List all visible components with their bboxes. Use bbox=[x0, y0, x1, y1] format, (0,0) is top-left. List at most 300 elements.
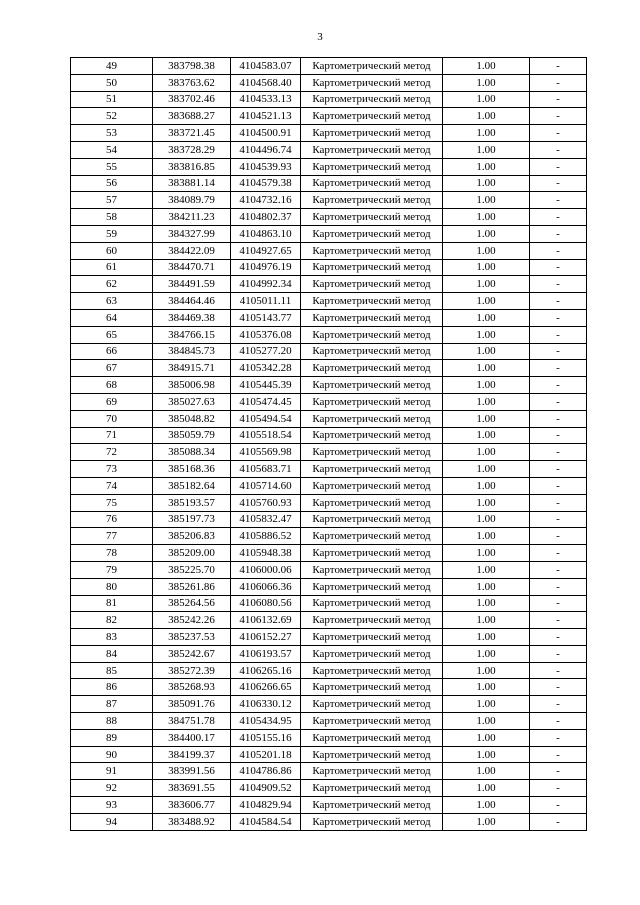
description-cell: - bbox=[530, 225, 587, 242]
table-row bbox=[71, 276, 587, 293]
y-coordinate-cell: 4106000.06 bbox=[231, 561, 301, 578]
description-cell: - bbox=[530, 175, 587, 192]
point-number-cell: 92 bbox=[71, 780, 153, 797]
point-number-cell: 74 bbox=[71, 477, 153, 494]
y-coordinate-cell: 4106193.57 bbox=[231, 645, 301, 662]
point-number-cell: 73 bbox=[71, 461, 153, 478]
table-row bbox=[71, 763, 587, 780]
accuracy-cell: 1.00 bbox=[443, 595, 530, 612]
y-coordinate-cell: 4104568.40 bbox=[231, 74, 301, 91]
accuracy-cell: 1.00 bbox=[443, 427, 530, 444]
table-row bbox=[71, 780, 587, 797]
point-number-cell: 49 bbox=[71, 58, 153, 75]
table-row bbox=[71, 528, 587, 545]
x-coordinate-cell: 385197.73 bbox=[153, 511, 231, 528]
method-cell: Картометрический метод bbox=[301, 612, 443, 629]
description-cell: - bbox=[530, 242, 587, 259]
table-row bbox=[71, 410, 587, 427]
x-coordinate-cell: 383606.77 bbox=[153, 797, 231, 814]
description-cell: - bbox=[530, 141, 587, 158]
method-cell: Картометрический метод bbox=[301, 377, 443, 394]
point-number-cell: 56 bbox=[71, 175, 153, 192]
accuracy-cell: 1.00 bbox=[443, 125, 530, 142]
method-cell: Картометрический метод bbox=[301, 679, 443, 696]
table-row bbox=[71, 444, 587, 461]
accuracy-cell: 1.00 bbox=[443, 780, 530, 797]
description-cell: - bbox=[530, 729, 587, 746]
point-number-cell: 60 bbox=[71, 242, 153, 259]
description-cell: - bbox=[530, 494, 587, 511]
y-coordinate-cell: 4105445.39 bbox=[231, 377, 301, 394]
x-coordinate-cell: 384422.09 bbox=[153, 242, 231, 259]
description-cell: - bbox=[530, 58, 587, 75]
table-row bbox=[71, 645, 587, 662]
accuracy-cell: 1.00 bbox=[443, 645, 530, 662]
description-cell: - bbox=[530, 763, 587, 780]
description-cell: - bbox=[530, 427, 587, 444]
point-number-cell: 69 bbox=[71, 393, 153, 410]
method-cell: Картометрический метод bbox=[301, 225, 443, 242]
method-cell: Картометрический метод bbox=[301, 410, 443, 427]
x-coordinate-cell: 385237.53 bbox=[153, 629, 231, 646]
table-row bbox=[71, 545, 587, 562]
method-cell: Картометрический метод bbox=[301, 158, 443, 175]
x-coordinate-cell: 385048.82 bbox=[153, 410, 231, 427]
table-row bbox=[71, 494, 587, 511]
x-coordinate-cell: 384469.38 bbox=[153, 309, 231, 326]
point-number-cell: 51 bbox=[71, 91, 153, 108]
y-coordinate-cell: 4105714.60 bbox=[231, 477, 301, 494]
x-coordinate-cell: 385182.64 bbox=[153, 477, 231, 494]
description-cell: - bbox=[530, 209, 587, 226]
point-number-cell: 93 bbox=[71, 797, 153, 814]
x-coordinate-cell: 385206.83 bbox=[153, 528, 231, 545]
accuracy-cell: 1.00 bbox=[443, 74, 530, 91]
accuracy-cell: 1.00 bbox=[443, 309, 530, 326]
y-coordinate-cell: 4104802.37 bbox=[231, 209, 301, 226]
method-cell: Картометрический метод bbox=[301, 545, 443, 562]
description-cell: - bbox=[530, 612, 587, 629]
point-number-cell: 53 bbox=[71, 125, 153, 142]
method-cell: Картометрический метод bbox=[301, 108, 443, 125]
point-number-cell: 91 bbox=[71, 763, 153, 780]
method-cell: Картометрический метод bbox=[301, 209, 443, 226]
x-coordinate-cell: 384845.73 bbox=[153, 343, 231, 360]
accuracy-cell: 1.00 bbox=[443, 494, 530, 511]
x-coordinate-cell: 385006.98 bbox=[153, 377, 231, 394]
method-cell: Картометрический метод bbox=[301, 326, 443, 343]
y-coordinate-cell: 4106265.16 bbox=[231, 662, 301, 679]
x-coordinate-cell: 383691.55 bbox=[153, 780, 231, 797]
accuracy-cell: 1.00 bbox=[443, 461, 530, 478]
y-coordinate-cell: 4105376.08 bbox=[231, 326, 301, 343]
description-cell: - bbox=[530, 528, 587, 545]
y-coordinate-cell: 4105011.11 bbox=[231, 293, 301, 310]
description-cell: - bbox=[530, 125, 587, 142]
point-number-cell: 57 bbox=[71, 192, 153, 209]
x-coordinate-cell: 384400.17 bbox=[153, 729, 231, 746]
y-coordinate-cell: 4105277.20 bbox=[231, 343, 301, 360]
table-row bbox=[71, 477, 587, 494]
accuracy-cell: 1.00 bbox=[443, 293, 530, 310]
description-cell: - bbox=[530, 343, 587, 360]
method-cell: Картометрический метод bbox=[301, 58, 443, 75]
x-coordinate-cell: 383702.46 bbox=[153, 91, 231, 108]
method-cell: Картометрический метод bbox=[301, 595, 443, 612]
table-row bbox=[71, 108, 587, 125]
description-cell: - bbox=[530, 797, 587, 814]
method-cell: Картометрический метод bbox=[301, 293, 443, 310]
description-cell: - bbox=[530, 545, 587, 562]
method-cell: Картометрический метод bbox=[301, 427, 443, 444]
point-number-cell: 76 bbox=[71, 511, 153, 528]
x-coordinate-cell: 383728.29 bbox=[153, 141, 231, 158]
description-cell: - bbox=[530, 746, 587, 763]
accuracy-cell: 1.00 bbox=[443, 813, 530, 830]
accuracy-cell: 1.00 bbox=[443, 797, 530, 814]
method-cell: Картометрический метод bbox=[301, 125, 443, 142]
x-coordinate-cell: 385268.93 bbox=[153, 679, 231, 696]
x-coordinate-cell: 383488.92 bbox=[153, 813, 231, 830]
accuracy-cell: 1.00 bbox=[443, 729, 530, 746]
point-number-cell: 75 bbox=[71, 494, 153, 511]
table-row bbox=[71, 91, 587, 108]
description-cell: - bbox=[530, 410, 587, 427]
accuracy-cell: 1.00 bbox=[443, 192, 530, 209]
point-number-cell: 88 bbox=[71, 713, 153, 730]
method-cell: Картометрический метод bbox=[301, 494, 443, 511]
method-cell: Картометрический метод bbox=[301, 629, 443, 646]
y-coordinate-cell: 4105155.16 bbox=[231, 729, 301, 746]
description-cell: - bbox=[530, 259, 587, 276]
accuracy-cell: 1.00 bbox=[443, 259, 530, 276]
method-cell: Картометрический метод bbox=[301, 780, 443, 797]
accuracy-cell: 1.00 bbox=[443, 377, 530, 394]
table-row bbox=[71, 360, 587, 377]
y-coordinate-cell: 4104583.07 bbox=[231, 58, 301, 75]
description-cell: - bbox=[530, 780, 587, 797]
y-coordinate-cell: 4106330.12 bbox=[231, 696, 301, 713]
point-number-cell: 55 bbox=[71, 158, 153, 175]
point-number-cell: 90 bbox=[71, 746, 153, 763]
x-coordinate-cell: 384766.15 bbox=[153, 326, 231, 343]
x-coordinate-cell: 385272.39 bbox=[153, 662, 231, 679]
x-coordinate-cell: 385088.34 bbox=[153, 444, 231, 461]
table-row bbox=[71, 729, 587, 746]
description-cell: - bbox=[530, 192, 587, 209]
y-coordinate-cell: 4104863.10 bbox=[231, 225, 301, 242]
x-coordinate-cell: 383688.27 bbox=[153, 108, 231, 125]
coordinates-table bbox=[70, 57, 587, 831]
x-coordinate-cell: 383798.38 bbox=[153, 58, 231, 75]
accuracy-cell: 1.00 bbox=[443, 225, 530, 242]
table-row bbox=[71, 259, 587, 276]
accuracy-cell: 1.00 bbox=[443, 696, 530, 713]
description-cell: - bbox=[530, 309, 587, 326]
y-coordinate-cell: 4106152.27 bbox=[231, 629, 301, 646]
point-number-cell: 61 bbox=[71, 259, 153, 276]
x-coordinate-cell: 385168.36 bbox=[153, 461, 231, 478]
method-cell: Картометрический метод bbox=[301, 662, 443, 679]
x-coordinate-cell: 385242.26 bbox=[153, 612, 231, 629]
method-cell: Картометрический метод bbox=[301, 578, 443, 595]
accuracy-cell: 1.00 bbox=[443, 58, 530, 75]
accuracy-cell: 1.00 bbox=[443, 713, 530, 730]
table-row bbox=[71, 74, 587, 91]
y-coordinate-cell: 4104732.16 bbox=[231, 192, 301, 209]
accuracy-cell: 1.00 bbox=[443, 545, 530, 562]
table-row bbox=[71, 461, 587, 478]
table-row bbox=[71, 511, 587, 528]
table-row bbox=[71, 125, 587, 142]
y-coordinate-cell: 4104579.38 bbox=[231, 175, 301, 192]
point-number-cell: 94 bbox=[71, 813, 153, 830]
table-row bbox=[71, 696, 587, 713]
y-coordinate-cell: 4105494.54 bbox=[231, 410, 301, 427]
description-cell: - bbox=[530, 578, 587, 595]
y-coordinate-cell: 4106080.56 bbox=[231, 595, 301, 612]
table-row bbox=[71, 158, 587, 175]
point-number-cell: 65 bbox=[71, 326, 153, 343]
point-number-cell: 66 bbox=[71, 343, 153, 360]
description-cell: - bbox=[530, 293, 587, 310]
table-row bbox=[71, 612, 587, 629]
description-cell: - bbox=[530, 561, 587, 578]
x-coordinate-cell: 384327.99 bbox=[153, 225, 231, 242]
accuracy-cell: 1.00 bbox=[443, 242, 530, 259]
table-row bbox=[71, 293, 587, 310]
y-coordinate-cell: 4105886.52 bbox=[231, 528, 301, 545]
accuracy-cell: 1.00 bbox=[443, 276, 530, 293]
y-coordinate-cell: 4104500.91 bbox=[231, 125, 301, 142]
table-row bbox=[71, 343, 587, 360]
accuracy-cell: 1.00 bbox=[443, 561, 530, 578]
y-coordinate-cell: 4105948.38 bbox=[231, 545, 301, 562]
x-coordinate-cell: 385264.56 bbox=[153, 595, 231, 612]
description-cell: - bbox=[530, 276, 587, 293]
x-coordinate-cell: 385225.70 bbox=[153, 561, 231, 578]
x-coordinate-cell: 385091.76 bbox=[153, 696, 231, 713]
description-cell: - bbox=[530, 813, 587, 830]
point-number-cell: 50 bbox=[71, 74, 153, 91]
x-coordinate-cell: 384464.46 bbox=[153, 293, 231, 310]
description-cell: - bbox=[530, 326, 587, 343]
point-number-cell: 58 bbox=[71, 209, 153, 226]
point-number-cell: 87 bbox=[71, 696, 153, 713]
point-number-cell: 62 bbox=[71, 276, 153, 293]
y-coordinate-cell: 4105342.28 bbox=[231, 360, 301, 377]
accuracy-cell: 1.00 bbox=[443, 763, 530, 780]
point-number-cell: 82 bbox=[71, 612, 153, 629]
y-coordinate-cell: 4105201.18 bbox=[231, 746, 301, 763]
description-cell: - bbox=[530, 461, 587, 478]
y-coordinate-cell: 4105434.95 bbox=[231, 713, 301, 730]
point-number-cell: 52 bbox=[71, 108, 153, 125]
method-cell: Картометрический метод bbox=[301, 276, 443, 293]
table-row bbox=[71, 713, 587, 730]
method-cell: Картометрический метод bbox=[301, 763, 443, 780]
y-coordinate-cell: 4104533.13 bbox=[231, 91, 301, 108]
page-number: 3 bbox=[317, 31, 323, 43]
accuracy-cell: 1.00 bbox=[443, 108, 530, 125]
method-cell: Картометрический метод bbox=[301, 393, 443, 410]
accuracy-cell: 1.00 bbox=[443, 629, 530, 646]
method-cell: Картометрический метод bbox=[301, 461, 443, 478]
point-number-cell: 78 bbox=[71, 545, 153, 562]
accuracy-cell: 1.00 bbox=[443, 141, 530, 158]
method-cell: Картометрический метод bbox=[301, 192, 443, 209]
method-cell: Картометрический метод bbox=[301, 746, 443, 763]
method-cell: Картометрический метод bbox=[301, 528, 443, 545]
x-coordinate-cell: 383991.56 bbox=[153, 763, 231, 780]
description-cell: - bbox=[530, 645, 587, 662]
description-cell: - bbox=[530, 511, 587, 528]
x-coordinate-cell: 385059.79 bbox=[153, 427, 231, 444]
description-cell: - bbox=[530, 360, 587, 377]
method-cell: Картометрический метод bbox=[301, 713, 443, 730]
accuracy-cell: 1.00 bbox=[443, 528, 530, 545]
point-number-cell: 70 bbox=[71, 410, 153, 427]
method-cell: Картометрический метод bbox=[301, 74, 443, 91]
method-cell: Картометрический метод bbox=[301, 696, 443, 713]
x-coordinate-cell: 384470.71 bbox=[153, 259, 231, 276]
point-number-cell: 80 bbox=[71, 578, 153, 595]
point-number-cell: 68 bbox=[71, 377, 153, 394]
point-number-cell: 54 bbox=[71, 141, 153, 158]
y-coordinate-cell: 4104496.74 bbox=[231, 141, 301, 158]
y-coordinate-cell: 4106066.36 bbox=[231, 578, 301, 595]
method-cell: Картометрический метод bbox=[301, 797, 443, 814]
description-cell: - bbox=[530, 393, 587, 410]
method-cell: Картометрический метод bbox=[301, 309, 443, 326]
point-number-cell: 64 bbox=[71, 309, 153, 326]
method-cell: Картометрический метод bbox=[301, 242, 443, 259]
accuracy-cell: 1.00 bbox=[443, 209, 530, 226]
y-coordinate-cell: 4104992.34 bbox=[231, 276, 301, 293]
table-row bbox=[71, 309, 587, 326]
y-coordinate-cell: 4104786.86 bbox=[231, 763, 301, 780]
y-coordinate-cell: 4105143.77 bbox=[231, 309, 301, 326]
accuracy-cell: 1.00 bbox=[443, 91, 530, 108]
y-coordinate-cell: 4105683.71 bbox=[231, 461, 301, 478]
description-cell: - bbox=[530, 696, 587, 713]
y-coordinate-cell: 4106132.69 bbox=[231, 612, 301, 629]
accuracy-cell: 1.00 bbox=[443, 612, 530, 629]
point-number-cell: 84 bbox=[71, 645, 153, 662]
x-coordinate-cell: 384199.37 bbox=[153, 746, 231, 763]
x-coordinate-cell: 384751.78 bbox=[153, 713, 231, 730]
description-cell: - bbox=[530, 662, 587, 679]
x-coordinate-cell: 383721.45 bbox=[153, 125, 231, 142]
description-cell: - bbox=[530, 108, 587, 125]
y-coordinate-cell: 4104909.52 bbox=[231, 780, 301, 797]
table-row bbox=[71, 746, 587, 763]
description-cell: - bbox=[530, 377, 587, 394]
x-coordinate-cell: 383763.62 bbox=[153, 74, 231, 91]
y-coordinate-cell: 4104521.13 bbox=[231, 108, 301, 125]
table-row bbox=[71, 209, 587, 226]
table-row bbox=[71, 326, 587, 343]
x-coordinate-cell: 385261.86 bbox=[153, 578, 231, 595]
description-cell: - bbox=[530, 477, 587, 494]
accuracy-cell: 1.00 bbox=[443, 477, 530, 494]
method-cell: Картометрический метод bbox=[301, 511, 443, 528]
table-row bbox=[71, 141, 587, 158]
y-coordinate-cell: 4104976.19 bbox=[231, 259, 301, 276]
method-cell: Картометрический метод bbox=[301, 477, 443, 494]
x-coordinate-cell: 384491.59 bbox=[153, 276, 231, 293]
point-number-cell: 72 bbox=[71, 444, 153, 461]
coordinates-table-body bbox=[71, 58, 587, 831]
table-row bbox=[71, 662, 587, 679]
table-row bbox=[71, 578, 587, 595]
x-coordinate-cell: 384915.71 bbox=[153, 360, 231, 377]
table-row bbox=[71, 813, 587, 830]
table-row bbox=[71, 595, 587, 612]
table-row bbox=[71, 679, 587, 696]
method-cell: Картометрический метод bbox=[301, 561, 443, 578]
description-cell: - bbox=[530, 444, 587, 461]
table-row bbox=[71, 192, 587, 209]
accuracy-cell: 1.00 bbox=[443, 393, 530, 410]
description-cell: - bbox=[530, 679, 587, 696]
description-cell: - bbox=[530, 158, 587, 175]
point-number-cell: 59 bbox=[71, 225, 153, 242]
method-cell: Картометрический метод bbox=[301, 729, 443, 746]
accuracy-cell: 1.00 bbox=[443, 326, 530, 343]
table-row bbox=[71, 225, 587, 242]
y-coordinate-cell: 4104539.93 bbox=[231, 158, 301, 175]
point-number-cell: 77 bbox=[71, 528, 153, 545]
method-cell: Картометрический метод bbox=[301, 343, 443, 360]
accuracy-cell: 1.00 bbox=[443, 175, 530, 192]
x-coordinate-cell: 384089.79 bbox=[153, 192, 231, 209]
y-coordinate-cell: 4105474.45 bbox=[231, 393, 301, 410]
table-row bbox=[71, 175, 587, 192]
point-number-cell: 71 bbox=[71, 427, 153, 444]
method-cell: Картометрический метод bbox=[301, 141, 443, 158]
x-coordinate-cell: 385242.67 bbox=[153, 645, 231, 662]
accuracy-cell: 1.00 bbox=[443, 410, 530, 427]
method-cell: Картометрический метод bbox=[301, 813, 443, 830]
point-number-cell: 85 bbox=[71, 662, 153, 679]
x-coordinate-cell: 385027.63 bbox=[153, 393, 231, 410]
accuracy-cell: 1.00 bbox=[443, 679, 530, 696]
accuracy-cell: 1.00 bbox=[443, 578, 530, 595]
point-number-cell: 81 bbox=[71, 595, 153, 612]
point-number-cell: 83 bbox=[71, 629, 153, 646]
method-cell: Картометрический метод bbox=[301, 360, 443, 377]
y-coordinate-cell: 4106266.65 bbox=[231, 679, 301, 696]
x-coordinate-cell: 384211.23 bbox=[153, 209, 231, 226]
accuracy-cell: 1.00 bbox=[443, 746, 530, 763]
accuracy-cell: 1.00 bbox=[443, 158, 530, 175]
method-cell: Картометрический метод bbox=[301, 259, 443, 276]
table-row bbox=[71, 561, 587, 578]
y-coordinate-cell: 4105518.54 bbox=[231, 427, 301, 444]
x-coordinate-cell: 385193.57 bbox=[153, 494, 231, 511]
table-row bbox=[71, 427, 587, 444]
table-row bbox=[71, 393, 587, 410]
y-coordinate-cell: 4105569.98 bbox=[231, 444, 301, 461]
accuracy-cell: 1.00 bbox=[443, 662, 530, 679]
accuracy-cell: 1.00 bbox=[443, 360, 530, 377]
table-row bbox=[71, 377, 587, 394]
description-cell: - bbox=[530, 713, 587, 730]
x-coordinate-cell: 383881.14 bbox=[153, 175, 231, 192]
table-row bbox=[71, 797, 587, 814]
x-coordinate-cell: 383816.85 bbox=[153, 158, 231, 175]
